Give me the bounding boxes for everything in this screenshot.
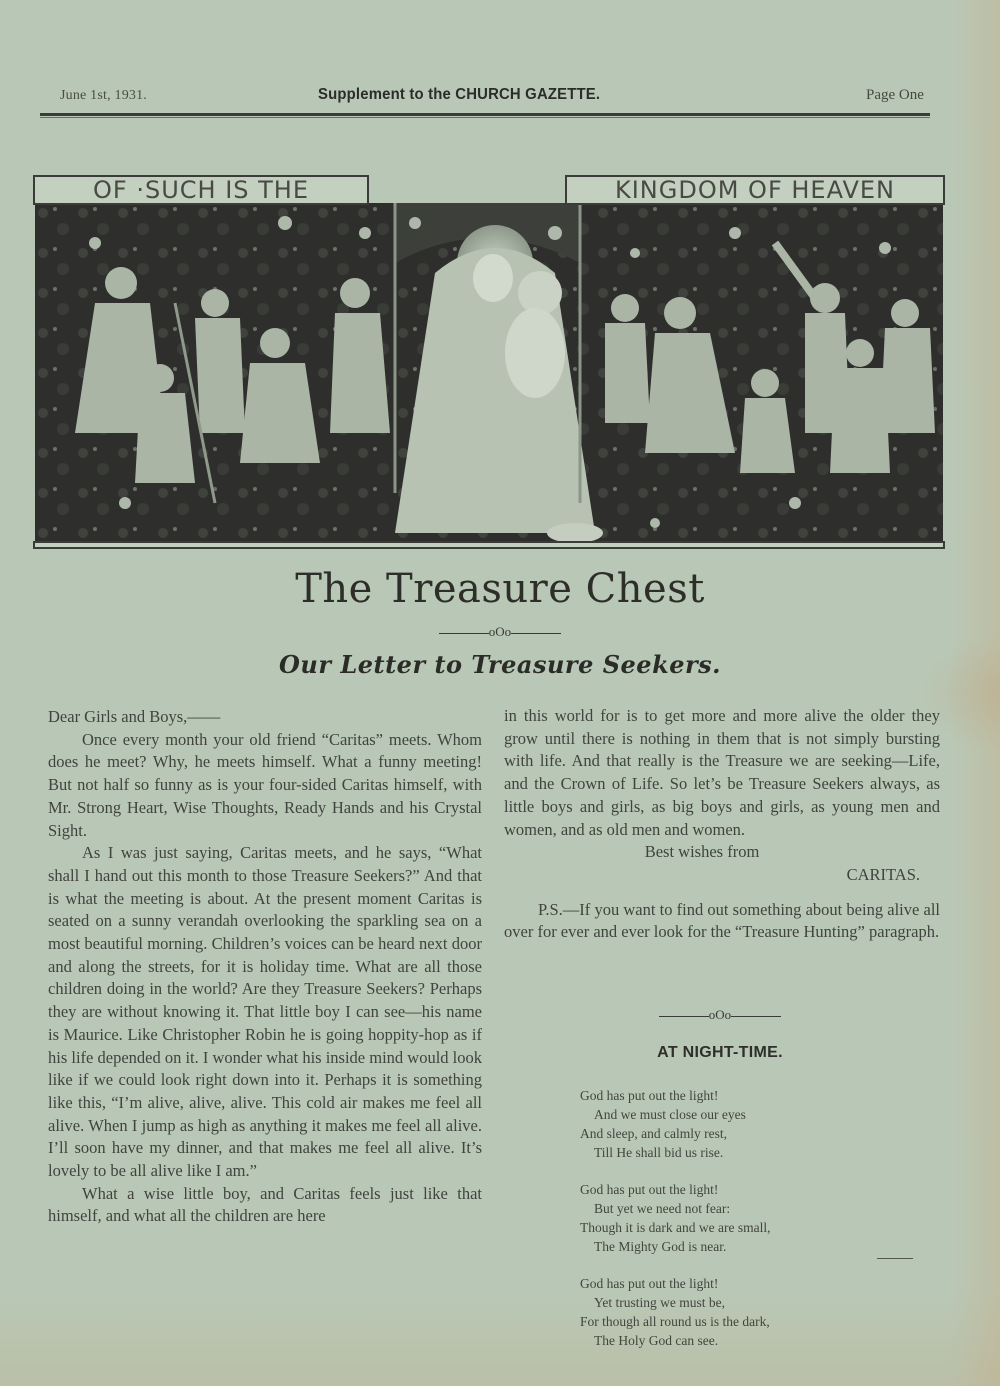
poem-line: God has put out the light! xyxy=(580,1088,719,1103)
letter-paragraph: As I was just saying, Caritas meets, and he says, “What shall I hand out this month to those Treasure Seekers?” And that is what the meeting is about. At the present moment Caritas is seated on a sunny verandah overlooking the sparkling sea on a most beautiful morning. Children’s voices can be heard next door and along the streets, for it is holiday time. What are all those children doing in the world? Are they Treasure Seekers? Perhaps they are without knowing it. That little boy I can see—his name is Maurice. Like Christopher Robin he is going hoppity-hop as if his life depended on it. I wonder what his inside mind would look like if we could look right down into it. Perhaps it is something like this, “I’m alive, alive, alive. This cold air makes me feel all alive. When I jump as high as anything it makes me feel all alive. I’ll soon have my dinner, and that makes me feel all alive. It’s lovely to be all alive like I am.” xyxy=(48,843,482,1181)
poem-stanza xyxy=(580,1086,770,1162)
poem-line: Till He shall bid us rise. xyxy=(594,1145,724,1160)
issue-date: June 1st, 1931. xyxy=(60,88,147,103)
publication-title: Supplement to the CHURCH GAZETTE. xyxy=(318,86,601,103)
banner-right-text: KINGDOM OF HEAVEN xyxy=(565,175,945,205)
poem-line: God has put out the light! xyxy=(580,1276,719,1291)
ornament-divider-poem xyxy=(640,1007,800,1023)
poem-title: AT NIGHT-TIME. xyxy=(657,1044,783,1061)
letter-greeting: Dear Girls and Boys,—— xyxy=(48,707,221,726)
poem-line: The Holy God can see. xyxy=(594,1333,719,1348)
ornament-line-right xyxy=(511,633,561,634)
ornament-line-right xyxy=(731,1016,781,1017)
poem-line: And sleep, and calmly rest, xyxy=(580,1126,727,1141)
letter-postscript: P.S.—If you want to find out something about being alive all over for ever and ever look for the “Treasure Hunting” paragraph. xyxy=(504,899,940,942)
header-rule-thin xyxy=(40,117,930,118)
letter-paragraph: Once every month your old friend “Caritas” meets. Whom does he meet? Why, he meets himself. What a funny meeting! But not half so funny as is your four-sided Caritas himself, with Mr. Strong Heart, Wise Thoughts, Ready Hands and his Crystal Sight. xyxy=(48,729,482,840)
letter-paragraph: What a wise little boy, and Caritas feels just like that himself, and what all the children are here xyxy=(48,1183,482,1226)
page-label: Page One xyxy=(866,87,924,103)
page-title: The Treasure Chest xyxy=(295,566,705,612)
poem xyxy=(580,1086,770,1368)
ornament-glyph: oOo xyxy=(708,1007,732,1022)
ornament-line-left xyxy=(659,1016,709,1017)
margin-dash xyxy=(877,1258,913,1259)
poem-line: God has put out the light! xyxy=(580,1182,719,1197)
ornament-line-left xyxy=(439,633,489,634)
poem-line: Yet trusting we must be, xyxy=(594,1295,726,1310)
header-rule xyxy=(40,113,930,116)
children-and-madonna-artwork xyxy=(35,203,943,543)
ornament-glyph: oOo xyxy=(488,624,512,639)
subtitle: Our Letter to Treasure Seekers. xyxy=(279,650,721,679)
poem-stanza xyxy=(580,1180,770,1256)
banner-left-text: OF ·SUCH IS THE xyxy=(33,175,369,205)
poem-line: For though all round us is the dark, xyxy=(580,1314,770,1329)
illustration-footer-rule xyxy=(33,541,945,549)
poem-stanza xyxy=(580,1274,770,1350)
poem-line: The Mighty God is near. xyxy=(594,1239,727,1254)
letter-signoff: Best wishes from xyxy=(644,842,760,862)
illustration-scene xyxy=(35,203,943,543)
poem-line: Though it is dark and we are small, xyxy=(580,1220,771,1235)
poem-line: But yet we need not fear: xyxy=(594,1201,731,1216)
ornament-divider xyxy=(0,624,1000,640)
letter-signature: CARITAS. xyxy=(846,864,920,884)
poem-line: And we must close our eyes xyxy=(594,1107,746,1122)
letter-continuation: in this world for is to get more and more alive the older they grow until there is nothing in them that is not simply bursting with life. And that really is the Treasure we are seeking—Life, and the Crown of Life. So let’s be Treasure Seekers always, as little boys and girls, as big boys and girls, as young men and women, and as old men and women. xyxy=(504,706,940,839)
madonna-illustration xyxy=(33,175,945,549)
letter-column-left xyxy=(48,706,482,1228)
letter-column-right xyxy=(504,705,940,944)
